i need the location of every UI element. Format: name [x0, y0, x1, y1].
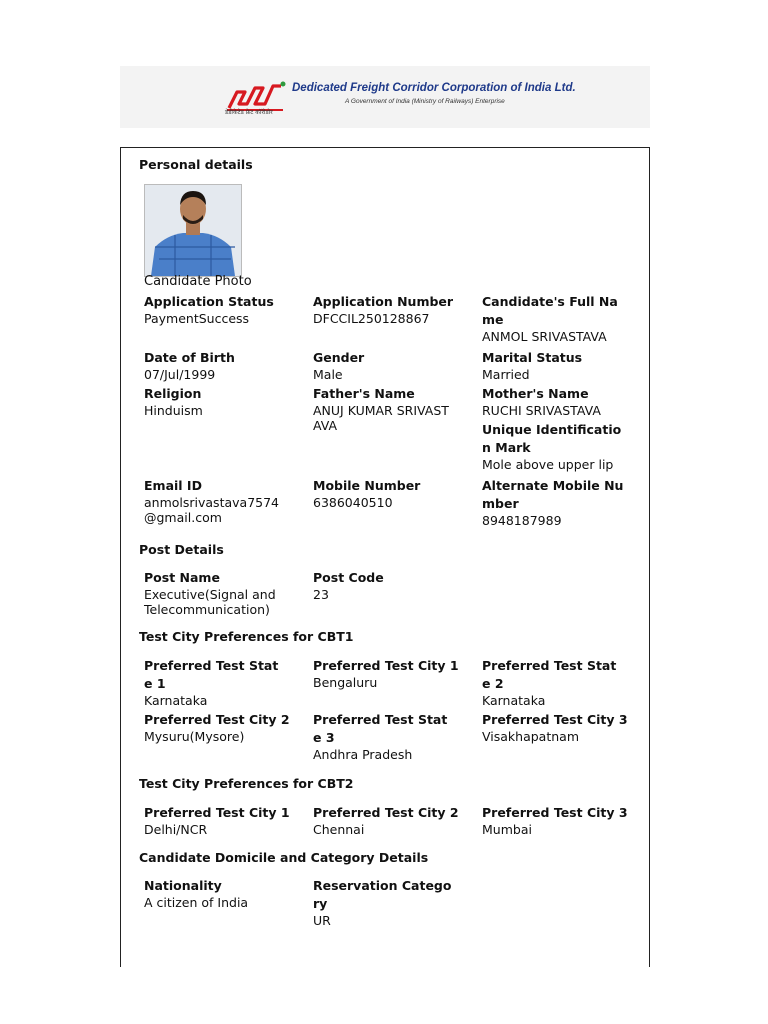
field-reservation-category	[313, 877, 455, 928]
field-application-number	[313, 293, 463, 326]
field-label: Marital Status	[482, 350, 583, 365]
field-label: Preferred Test State 3	[313, 712, 448, 745]
field-label: Application Number	[313, 294, 454, 309]
field-value: Mole above upper lip	[482, 457, 614, 472]
field-alternate-mobile	[482, 477, 624, 528]
field-value: Male	[313, 367, 343, 382]
field-value: ANMOL SRIVASTAVA	[482, 329, 607, 344]
field-full-name	[482, 293, 622, 344]
field-value: 6386040510	[313, 495, 393, 510]
field-cbt1-state3	[313, 711, 455, 762]
field-cbt2-city3	[482, 804, 632, 837]
org-subtitle: A Government of India (Ministry of Railways) Enterprise	[345, 98, 505, 105]
photo-caption: Candidate Photo	[144, 274, 252, 289]
field-value: Andhra Pradesh	[313, 747, 413, 762]
section-domicile-category: Candidate Domicile and Category Details	[139, 850, 429, 865]
field-label: Preferred Test City 1	[144, 805, 290, 820]
field-value: Karnataka	[144, 693, 208, 708]
candidate-photo	[144, 184, 242, 277]
field-label: Nationality	[144, 878, 222, 893]
field-label: Mobile Number	[313, 478, 421, 493]
field-value: UR	[313, 913, 331, 928]
field-value: Mysuru(Mysore)	[144, 729, 245, 744]
field-label: Reservation Category	[313, 878, 452, 911]
field-cbt1-city1	[313, 657, 463, 690]
field-label: Preferred Test City 3	[482, 712, 628, 727]
field-label: Date of Birth	[144, 350, 235, 365]
field-label: Email ID	[144, 478, 202, 493]
field-value: RUCHI SRIVASTAVA	[482, 403, 601, 418]
field-label: Gender	[313, 350, 365, 365]
field-date-of-birth	[144, 349, 294, 382]
field-value: Mumbai	[482, 822, 532, 837]
field-label: Religion	[144, 386, 202, 401]
field-label: Preferred Test City 3	[482, 805, 628, 820]
field-value: 07/Jul/1999	[144, 367, 216, 382]
field-label: Mother's Name	[482, 386, 589, 401]
field-label: Preferred Test City 2	[144, 712, 290, 727]
field-identification-mark	[482, 421, 622, 472]
field-label: Candidate's Full Name	[482, 294, 618, 327]
field-label: Preferred Test City 2	[313, 805, 459, 820]
org-hindi-name: डेडीकेटेड फ्रेट कॉरीडोर	[225, 109, 273, 116]
field-value: Hinduism	[144, 403, 203, 418]
letterhead	[120, 66, 650, 128]
field-value: Chennai	[313, 822, 365, 837]
field-value: Bengaluru	[313, 675, 378, 690]
field-label: Preferred Test City 1	[313, 658, 459, 673]
field-value: Visakhapatnam	[482, 729, 579, 744]
field-label: Unique Identification Mark	[482, 422, 622, 455]
field-cbt2-city1	[144, 804, 294, 837]
field-value: DFCCIL250128867	[313, 311, 430, 326]
field-label: Post Code	[313, 570, 384, 585]
section-cbt2-preferences: Test City Preferences for CBT2	[139, 776, 354, 791]
field-value: ANUJ KUMAR SRIVASTAVA	[313, 403, 449, 433]
field-value: Delhi/NCR	[144, 822, 208, 837]
field-value: 8948187989	[482, 513, 562, 528]
field-label: Preferred Test State 1	[144, 658, 279, 691]
field-value: Married	[482, 367, 530, 382]
field-cbt1-state2	[482, 657, 624, 708]
org-name: Dedicated Freight Corridor Corporation of India Ltd.	[292, 82, 576, 94]
field-application-status	[144, 293, 294, 326]
field-value: Executive(Signal and Telecommunication)	[144, 587, 276, 617]
field-post-code	[313, 569, 463, 602]
field-post-name	[144, 569, 284, 617]
field-value: 23	[313, 587, 329, 602]
field-email	[144, 477, 286, 525]
field-label: Application Status	[144, 294, 274, 309]
field-label: Father's Name	[313, 386, 415, 401]
field-value: Karnataka	[482, 693, 546, 708]
field-gender	[313, 349, 463, 382]
section-personal-details: Personal details	[139, 157, 253, 172]
field-cbt1-city2	[144, 711, 294, 744]
field-label: Preferred Test State 2	[482, 658, 617, 691]
application-card	[120, 147, 650, 967]
field-value: PaymentSuccess	[144, 311, 250, 326]
field-value: anmolsrivastava7574@gmail.com	[144, 495, 280, 525]
field-label: Post Name	[144, 570, 220, 585]
field-label: Alternate Mobile Number	[482, 478, 624, 511]
field-religion	[144, 385, 294, 418]
field-mother-name	[482, 385, 632, 418]
section-post-details: Post Details	[139, 542, 224, 557]
field-cbt2-city2	[313, 804, 463, 837]
field-cbt1-state1	[144, 657, 286, 708]
field-mobile-number	[313, 477, 463, 510]
field-father-name	[313, 385, 455, 433]
field-nationality	[144, 877, 294, 910]
field-value: A citizen of India	[144, 895, 249, 910]
field-cbt1-city3	[482, 711, 632, 744]
section-cbt1-preferences: Test City Preferences for CBT1	[139, 629, 354, 644]
field-marital-status	[482, 349, 632, 382]
